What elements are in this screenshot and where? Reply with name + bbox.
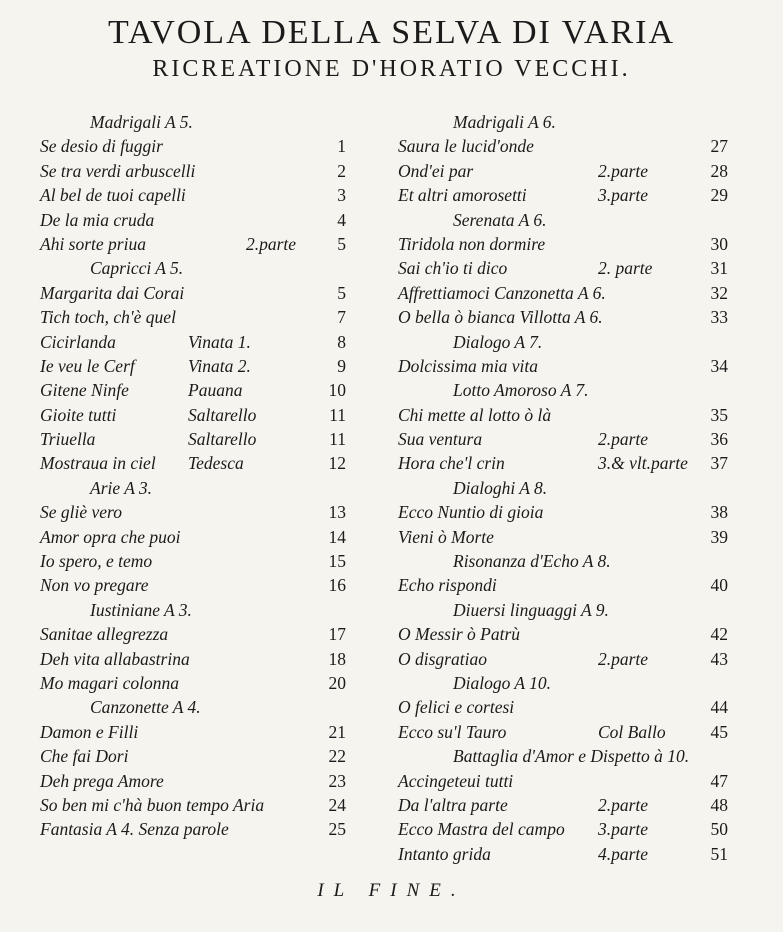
index-entry [40, 210, 360, 234]
index-entry [398, 649, 728, 673]
entry-note: 2.parte [598, 648, 649, 669]
entry-page-number: 8 [337, 331, 346, 352]
index-entry [398, 185, 728, 209]
entry-title: Intanto grida [398, 843, 491, 864]
index-entry [398, 429, 728, 453]
entry-note: 3.parte [598, 819, 649, 840]
entry-page-number: 33 [710, 307, 728, 328]
entry-title: Sai ch'io ti dico [398, 258, 508, 279]
entry-page-number: 37 [710, 453, 728, 474]
index-entry [40, 283, 360, 307]
section-heading-text: Serenata A 6. [453, 209, 547, 230]
section-heading [398, 380, 728, 404]
index-entry [40, 405, 360, 429]
index-entry [40, 380, 360, 404]
section-heading-text: Battaglia d'Amor e Dispetto à 10. [453, 746, 690, 767]
index-entry [398, 234, 728, 258]
entry-page-number: 29 [710, 185, 728, 206]
section-heading [398, 746, 728, 770]
index-entry [40, 722, 360, 746]
section-heading-text: Lotto Amoroso A 7. [453, 380, 589, 401]
entry-page-number: 5 [337, 282, 346, 303]
entry-page-number: 51 [710, 843, 728, 864]
index-entry [398, 697, 728, 721]
index-entry [398, 819, 728, 843]
entry-title: Deh vita allabastrina [40, 648, 190, 669]
entry-page-number: 39 [710, 526, 728, 547]
entry-note: 2. parte [598, 258, 653, 279]
entry-title: Ie veu le Cerf [40, 355, 135, 376]
entry-title: Ond'ei par [398, 160, 474, 181]
entry-page-number: 17 [328, 624, 346, 645]
index-entry [398, 502, 728, 526]
index-entry [40, 575, 360, 599]
index-entry [398, 575, 728, 599]
entry-title: Fantasia A 4. Senza parole [40, 819, 229, 840]
entry-title: Cicirlanda [40, 331, 116, 352]
entry-page-number: 21 [328, 721, 346, 742]
index-entry [40, 624, 360, 648]
entry-title: Margarita dai Corai [40, 282, 185, 303]
entry-title: Se desio di fuggir [40, 136, 163, 157]
entry-page-number: 27 [710, 136, 728, 157]
index-entry [398, 405, 728, 429]
entry-page-number: 38 [710, 502, 728, 523]
entry-title: Tich toch, ch'è quel [40, 307, 176, 328]
index-entry [398, 624, 728, 648]
index-entry [40, 356, 360, 380]
section-heading-text: Madrigali A 6. [453, 112, 556, 132]
index-entry [40, 502, 360, 526]
entry-page-number: 22 [328, 746, 346, 767]
entry-page-number: 9 [337, 355, 346, 376]
section-heading [398, 112, 728, 136]
entry-note: 3.parte [598, 185, 649, 206]
index-entry [398, 283, 728, 307]
entry-title: So ben mi c'hà buon tempo Aria [40, 794, 265, 815]
entry-page-number: 50 [710, 819, 728, 840]
entry-title: Io spero, e temo [40, 551, 153, 572]
entry-page-number: 30 [710, 233, 728, 254]
entry-page-number: 44 [710, 697, 728, 718]
section-heading-text: Diuersi linguaggi A 9. [453, 599, 609, 620]
index-entry [40, 234, 360, 258]
section-heading [398, 551, 728, 575]
index-entry [40, 185, 360, 209]
entry-title: De la mia cruda [40, 209, 155, 230]
index-entry [40, 819, 360, 843]
index-entry [40, 746, 360, 770]
entry-title: O felici e cortesi [398, 697, 515, 718]
entry-note: Vinata 2. [188, 355, 251, 376]
entry-page-number: 3 [337, 185, 346, 206]
index-entry [398, 844, 728, 868]
entry-page-number: 4 [337, 209, 346, 230]
section-heading [40, 697, 360, 721]
index-entry [40, 551, 360, 575]
index-entry [398, 307, 728, 331]
index-entry [398, 453, 728, 477]
entry-page-number: 5 [337, 233, 346, 254]
entry-page-number: 28 [710, 160, 728, 181]
entry-title: O Messir ò Patrù [398, 624, 521, 645]
entry-note: 2.parte [246, 233, 297, 254]
index-entry [40, 453, 360, 477]
entry-page-number: 43 [710, 648, 728, 669]
entry-title: O bella ò bianca Villotta A 6. [398, 307, 603, 328]
entry-title: Sanitae allegrezza [40, 624, 169, 645]
entry-page-number: 23 [328, 770, 346, 791]
index-entry [40, 332, 360, 356]
section-heading [398, 600, 728, 624]
entry-page-number: 48 [710, 794, 728, 815]
index-column-left [40, 112, 360, 844]
entry-page-number: 15 [328, 551, 346, 572]
entry-page-number: 12 [328, 453, 346, 474]
entry-page-number: 42 [710, 624, 728, 645]
section-heading [398, 478, 728, 502]
entry-title: Al bel de tuoi capelli [40, 185, 186, 206]
entry-page-number: 13 [328, 502, 346, 523]
entry-title: Ecco Nuntio di gioia [398, 502, 544, 523]
entry-page-number: 31 [710, 258, 728, 279]
entry-page-number: 11 [329, 404, 346, 425]
entry-page-number: 14 [328, 526, 346, 547]
section-heading-text: Canzonette A 4. [90, 697, 201, 718]
section-heading-text: Dialogo A 10. [453, 672, 552, 693]
entry-page-number: 10 [328, 380, 346, 401]
entry-page-number: 35 [710, 404, 728, 425]
entry-note: 4.parte [598, 843, 649, 864]
index-entry [40, 429, 360, 453]
entry-note: Col Ballo [598, 721, 666, 742]
section-heading [398, 673, 728, 697]
section-heading [40, 600, 360, 624]
index-entry [40, 649, 360, 673]
section-heading-text: Dialogo A 7. [453, 331, 543, 352]
section-heading [398, 332, 728, 356]
index-entry [40, 307, 360, 331]
entry-title: Triuella [40, 429, 96, 450]
section-heading [398, 210, 728, 234]
index-entry [40, 136, 360, 160]
entry-note: 2.parte [598, 794, 649, 815]
entry-note: 3.& vlt.parte [598, 453, 688, 474]
section-heading-text: Risonanza d'Echo A 8. [453, 551, 611, 572]
index-entry [40, 771, 360, 795]
index-entry [398, 722, 728, 746]
section-heading-text: Madrigali A 5. [90, 112, 193, 132]
entry-page-number: 7 [337, 307, 346, 328]
section-heading-text: Capricci A 5. [90, 258, 184, 279]
index-entry [40, 673, 360, 697]
entry-page-number: 2 [337, 160, 346, 181]
entry-title: Et altri amorosetti [398, 185, 527, 206]
index-entry [398, 771, 728, 795]
entry-note: Tedesca [188, 453, 244, 474]
entry-note: 2.parte [598, 429, 649, 450]
index-column-right [398, 112, 728, 868]
entry-page-number: 47 [710, 770, 728, 791]
entry-title: Tiridola non dormire [398, 233, 546, 254]
entry-page-number: 32 [710, 282, 728, 303]
entry-note: Saltarello [188, 404, 257, 425]
entry-page-number: 40 [710, 575, 728, 596]
entry-title: Mo magari colonna [40, 672, 180, 693]
entry-title: Se tra verdi arbuscelli [40, 160, 196, 181]
index-entry [398, 136, 728, 160]
index-entry [398, 795, 728, 819]
section-heading-text: Dialoghi A 8. [453, 477, 548, 498]
entry-title: Damon e Filli [40, 721, 139, 742]
entry-title: Che fai Dori [40, 746, 129, 767]
entry-title: O disgratiao [398, 648, 487, 669]
index-entry [398, 161, 728, 185]
entry-page-number: 24 [328, 794, 346, 815]
entry-page-number: 34 [710, 355, 728, 376]
entry-title: Mostraua in ciel [40, 453, 156, 474]
entry-title: Dolcissima mia vita [398, 355, 538, 376]
entry-title: Vieni ò Morte [398, 526, 494, 547]
entry-title: Deh prega Amore [40, 770, 164, 791]
index-entry [40, 795, 360, 819]
title-line-1: TAVOLA DELLA SELVA DI VARIA [107, 14, 676, 51]
entry-page-number: 20 [328, 672, 346, 693]
section-heading-text: Iustiniane A 3. [90, 599, 192, 620]
index-entry [40, 527, 360, 551]
entry-title: Ecco Mastra del campo [398, 819, 565, 840]
entry-title: Ahi sorte priua [40, 233, 146, 254]
entry-note: Saltarello [188, 429, 257, 450]
entry-title: Hora che'l crin [398, 453, 505, 474]
entry-note: Pauana [188, 380, 243, 401]
entry-page-number: 25 [328, 819, 346, 840]
index-entry [40, 161, 360, 185]
entry-page-number: 16 [328, 575, 346, 596]
entry-page-number: 45 [710, 721, 728, 742]
entry-page-number: 36 [710, 429, 728, 450]
section-heading-text: Arie A 3. [90, 477, 153, 498]
entry-title: Affrettiamoci Canzonetta A 6. [398, 282, 606, 303]
entry-title: Chi mette al lotto ò là [398, 404, 552, 425]
entry-title: Echo rispondi [398, 575, 497, 596]
index-entry [398, 258, 728, 282]
entry-page-number: 1 [337, 136, 346, 157]
end-mark: IL FINE. [317, 880, 466, 901]
entry-title: Amor opra che puoi [40, 526, 181, 547]
index-entry [398, 527, 728, 551]
entry-title: Sua ventura [398, 429, 483, 450]
entry-title: Ecco su'l Tauro [398, 721, 507, 742]
entry-title: Gioite tutti [40, 404, 117, 425]
entry-page-number: 11 [329, 429, 346, 450]
entry-note: Vinata 1. [188, 331, 251, 352]
section-heading [40, 112, 360, 136]
entry-title: Accingeteui tutti [398, 770, 514, 791]
entry-title: Non vo pregare [40, 575, 149, 596]
index-entry [398, 356, 728, 380]
entry-page-number: 18 [328, 648, 346, 669]
title-line-2: RICREATIONE D'HORATIO VECCHI. [152, 56, 631, 82]
entry-note: 2.parte [598, 160, 649, 181]
section-heading [40, 258, 360, 282]
entry-title: Gitene Ninfe [40, 380, 129, 401]
entry-title: Saura le lucid'onde [398, 136, 534, 157]
entry-title: Da l'altra parte [398, 794, 508, 815]
section-heading [40, 478, 360, 502]
entry-title: Se gliè vero [40, 502, 122, 523]
